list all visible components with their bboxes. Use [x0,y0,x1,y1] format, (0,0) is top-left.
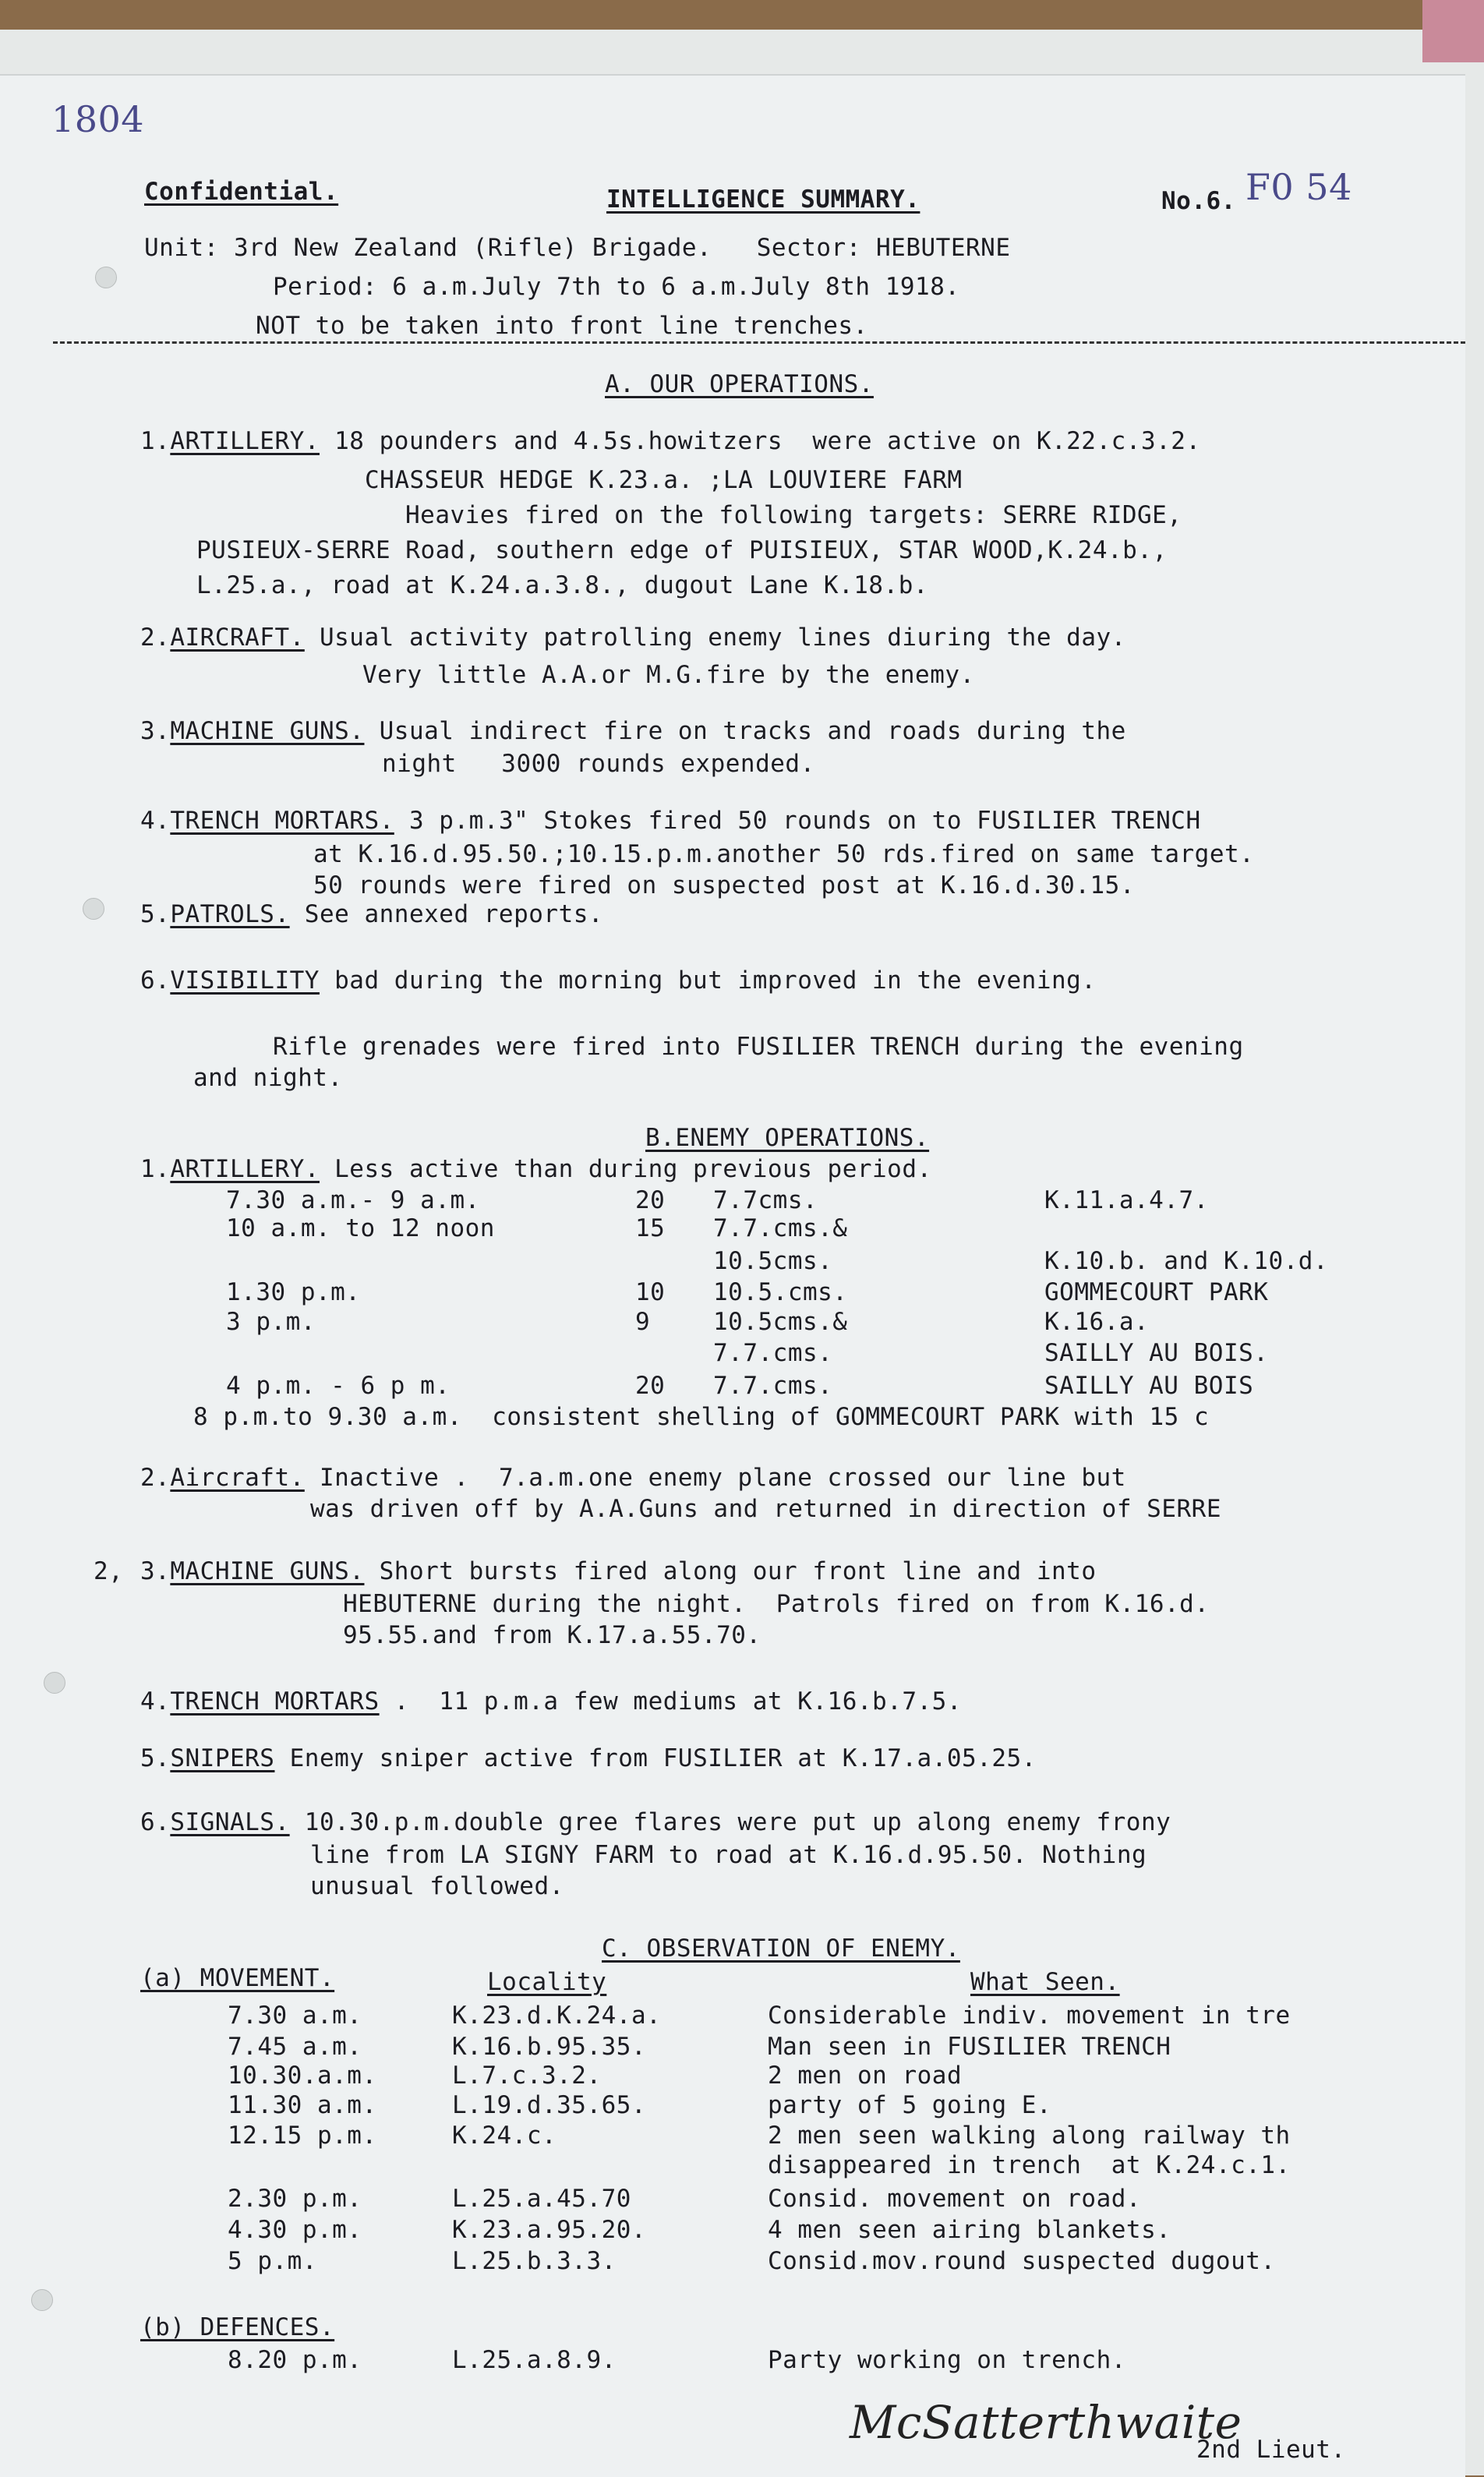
period-line: Period: 6 a.m.July 7th to 6 a.m.July 8th 1918. [273,273,960,301]
item-line: Rifle grenades were fired into FUSILIER TRENCH during the evening [273,1033,1244,1061]
item-heading: MACHINE GUNS. [170,717,365,745]
item-number: 4. [140,807,171,835]
separator-line [53,341,1465,344]
item-line: Usual indirect fire on tracks and roads during the [364,717,1126,745]
item-heading: ARTILLERY. [170,1155,320,1183]
item-line: 18 pounders and 4.5s.howitzers were active on K.22.c.3.2. [319,427,1201,455]
movement-cell-seen: 2 men on road [768,2062,963,2090]
item-heading: SIGNALS. [170,1808,290,1836]
item-line: Less active than during previous period. [319,1155,932,1183]
item-line: Inactive . 7.a.m.one enemy plane crossed our line but [304,1464,1126,1492]
item-number: 1. [140,427,171,455]
section-c-title: C. OBSERVATION OF ENEMY. [602,1935,960,1963]
movement-cell-seen: party of 5 going E. [768,2091,1052,2119]
item-heading: AIRCRAFT. [170,624,305,652]
item-heading: PATROLS. [170,900,290,928]
artillery-cell-count: 20 [635,1372,666,1400]
item-line: 3 p.m.3" Stokes fired 50 rounds on to FUSILIER TRENCH [394,807,1201,835]
artillery-cell-time: 1.30 p.m. [226,1278,361,1306]
item-line: at K.16.d.95.50.;10.15.p.m.another 50 rds.fired on same target. [313,840,1255,868]
margin-number: 1804 [51,98,145,140]
defences-time: 8.20 p.m. [228,2346,362,2374]
movement-cell-time: 4.30 p.m. [228,2216,362,2244]
movement-cell-time: 7.30 a.m. [228,2002,362,2030]
margin-mark: 2, [94,1557,124,1585]
punch-hole [44,1672,65,1694]
folder-tab [1422,0,1484,62]
column-what-seen: What Seen. [970,1968,1120,1996]
movement-cell-loc: L.19.d.35.65. [452,2091,647,2119]
note-line: NOT to be taken into front line trenches. [256,312,868,340]
item-number: 6. [140,966,171,995]
artillery-cell-time: 3 p.m. [226,1308,316,1336]
defences-label: (b) DEFENCES. [140,2313,335,2341]
artillery-cell-cal: 7.7.cms.& [713,1214,848,1242]
item-number: 5. [140,1744,171,1772]
artillery-cell-cal: 10.5.cms. [713,1278,848,1306]
item-number: 1. [140,1155,171,1183]
movement-cell-seen: Consid. movement on road. [768,2185,1142,2213]
item-line: 10.30.p.m.double gree flares were put up along enemy frony [289,1808,1171,1836]
item-number: 6. [140,1808,171,1836]
item-line: was driven off by A.A.Guns and returned in direction of SERRE [310,1495,1221,1523]
movement-cell-time: 12.15 p.m. [228,2122,377,2150]
artillery-cell-loc: SAILLY AU BOIS [1044,1372,1254,1400]
item-line: 95.55.and from K.17.a.55.70. [343,1621,761,1649]
movement-cell-loc: L.7.c.3.2. [452,2062,602,2090]
artillery-cell-loc: GOMMECOURT PARK [1044,1278,1269,1306]
item-line: CHASSEUR HEDGE K.23.a. ;LA LOUVIERE FARM [365,466,963,494]
item-heading: MACHINE GUNS. [170,1557,365,1585]
item-line: 8 p.m.to 9.30 a.m. consistent shelling of GOMMECOURT PARK with 15 c [193,1403,1210,1431]
item-heading: TRENCH MORTARS. [170,807,394,835]
artillery-cell-loc: K.11.a.4.7. [1044,1186,1209,1214]
artillery-cell-count: 20 [635,1186,666,1214]
confidential-label: Confidential. [144,178,339,206]
item-line: bad during the morning but improved in the evening. [319,966,1097,995]
unit-line: Unit: 3rd New Zealand (Rifle) Brigade. Sector: HEBUTERNE [144,234,1011,262]
item-line: Short bursts fired along our front line and into [364,1557,1097,1585]
movement-cell-time: 7.45 a.m. [228,2033,362,2061]
movement-cell-seen: Consid.mov.round suspected dugout. [768,2247,1276,2275]
item-line: Heavies fired on the following targets: SERRE RIDGE, [405,501,1182,529]
item-line: See annexed reports. [289,900,604,928]
item-number: 4. [140,1687,171,1716]
movement-cell-loc: L.25.a.45.70 [452,2185,631,2213]
movement-label [140,1964,334,1992]
movement-cell-time: 2.30 p.m. [228,2185,362,2213]
artillery-cell-time: 10 a.m. to 12 noon [226,1214,495,1242]
item-number: 3. [140,717,171,745]
item-number: 5. [140,900,171,928]
item-line: line from LA SIGNY FARM to road at K.16.d.95.50. Nothing [310,1841,1147,1869]
item-heading: SNIPERS [170,1744,275,1772]
artillery-cell-loc: K.16.a. [1044,1308,1150,1336]
handwritten-folio: F0 54 [1246,166,1352,208]
movement-cell-time: 11.30 a.m. [228,2091,377,2119]
item-number: 3. [140,1557,171,1585]
item-line: 50 rounds were fired on suspected post at K.16.d.30.15. [313,871,1135,899]
item-line: Usual activity patrolling enemy lines diuring the day. [304,624,1126,652]
artillery-cell-count: 15 [635,1214,666,1242]
item-heading: VISIBILITY [170,966,320,995]
artillery-cell-time: 7.30 a.m.- 9 a.m. [226,1186,480,1214]
item-line: . 11 p.m.a few mediums at K.16.b.7.5. [379,1687,963,1716]
movement-cell-seen: Man seen in FUSILIER TRENCH [768,2033,1171,2061]
item-heading: TRENCH MORTARS [170,1687,380,1716]
movement-cell-seen: disappeared in trench at K.24.c.1. [768,2151,1291,2179]
artillery-cell-cal: 7.7cms. [713,1186,818,1214]
movement-cell-seen: 2 men seen walking along railway th [768,2122,1291,2150]
defences-seen: Party working on trench. [768,2346,1126,2374]
punch-hole [95,267,117,288]
punch-hole [31,2289,53,2311]
artillery-cell-loc: SAILLY AU BOIS. [1044,1339,1269,1367]
item-line: Very little A.A.or M.G.fire by the enemy. [362,661,975,689]
item-number: 2. [140,1464,171,1492]
item-line: and night. [193,1064,343,1092]
movement-cell-time: 10.30.a.m. [228,2062,377,2090]
movement-cell-loc: K.24.c. [452,2122,557,2150]
punch-hole [83,898,104,920]
item-line: HEBUTERNE during the night. Patrols fired on from K.16.d. [343,1590,1210,1618]
item-line: L.25.a., road at K.24.a.3.8., dugout Lane K.18.b. [196,571,929,599]
item-heading: Aircraft. [170,1464,305,1492]
document-title: INTELLIGENCE SUMMARY. [606,186,920,214]
item-line: night 3000 rounds expended. [382,750,815,778]
item-line: PUSIEUX-SERRE Road, southern edge of PUISIEUX, STAR WOOD,K.24.b., [196,536,1168,564]
item-heading: ARTILLERY. [170,427,320,455]
artillery-cell-cal: 10.5cms.& [713,1308,848,1336]
movement-cell-seen: Considerable indiv. movement in tre [768,2002,1291,2030]
movement-cell-loc: K.23.a.95.20. [452,2216,647,2244]
movement-cell-seen: 4 men seen airing blankets. [768,2216,1171,2244]
artillery-cell-count: 10 [635,1278,666,1306]
movement-cell-loc: L.25.b.3.3. [452,2247,617,2275]
item-line: unusual followed. [310,1872,564,1900]
signature: McSatterthwaite [850,2396,1242,2449]
artillery-cell-cal: 7.7.cms. [713,1339,833,1367]
movement-cell-loc: K.23.d.K.24.a. [452,2002,662,2030]
artillery-cell-time: 4 p.m. - 6 p m. [226,1372,450,1400]
movement-heading: (a) MOVEMENT. [140,1964,335,1992]
movement-cell-time: 5 p.m. [228,2247,317,2275]
artillery-cell-loc: K.10.b. and K.10.d. [1044,1247,1329,1275]
artillery-cell-count: 9 [635,1308,651,1336]
signature-rank: 2nd Lieut. [1196,2436,1346,2464]
item-number: 2. [140,624,171,652]
movement-cell-loc: K.16.b.95.35. [452,2033,647,2061]
section-a-title: A. OUR OPERATIONS. [605,370,874,398]
artillery-cell-cal: 7.7.cms. [713,1372,833,1400]
column-locality: Locality [487,1968,607,1996]
section-b-title: B.ENEMY OPERATIONS. [645,1124,930,1152]
summary-number: No.6. [1161,187,1236,215]
artillery-cell-cal: 10.5cms. [713,1247,833,1275]
defences-locality: L.25.a.8.9. [452,2346,617,2374]
item-line: Enemy sniper active from FUSILIER at K.17.a.05.25. [274,1744,1037,1772]
